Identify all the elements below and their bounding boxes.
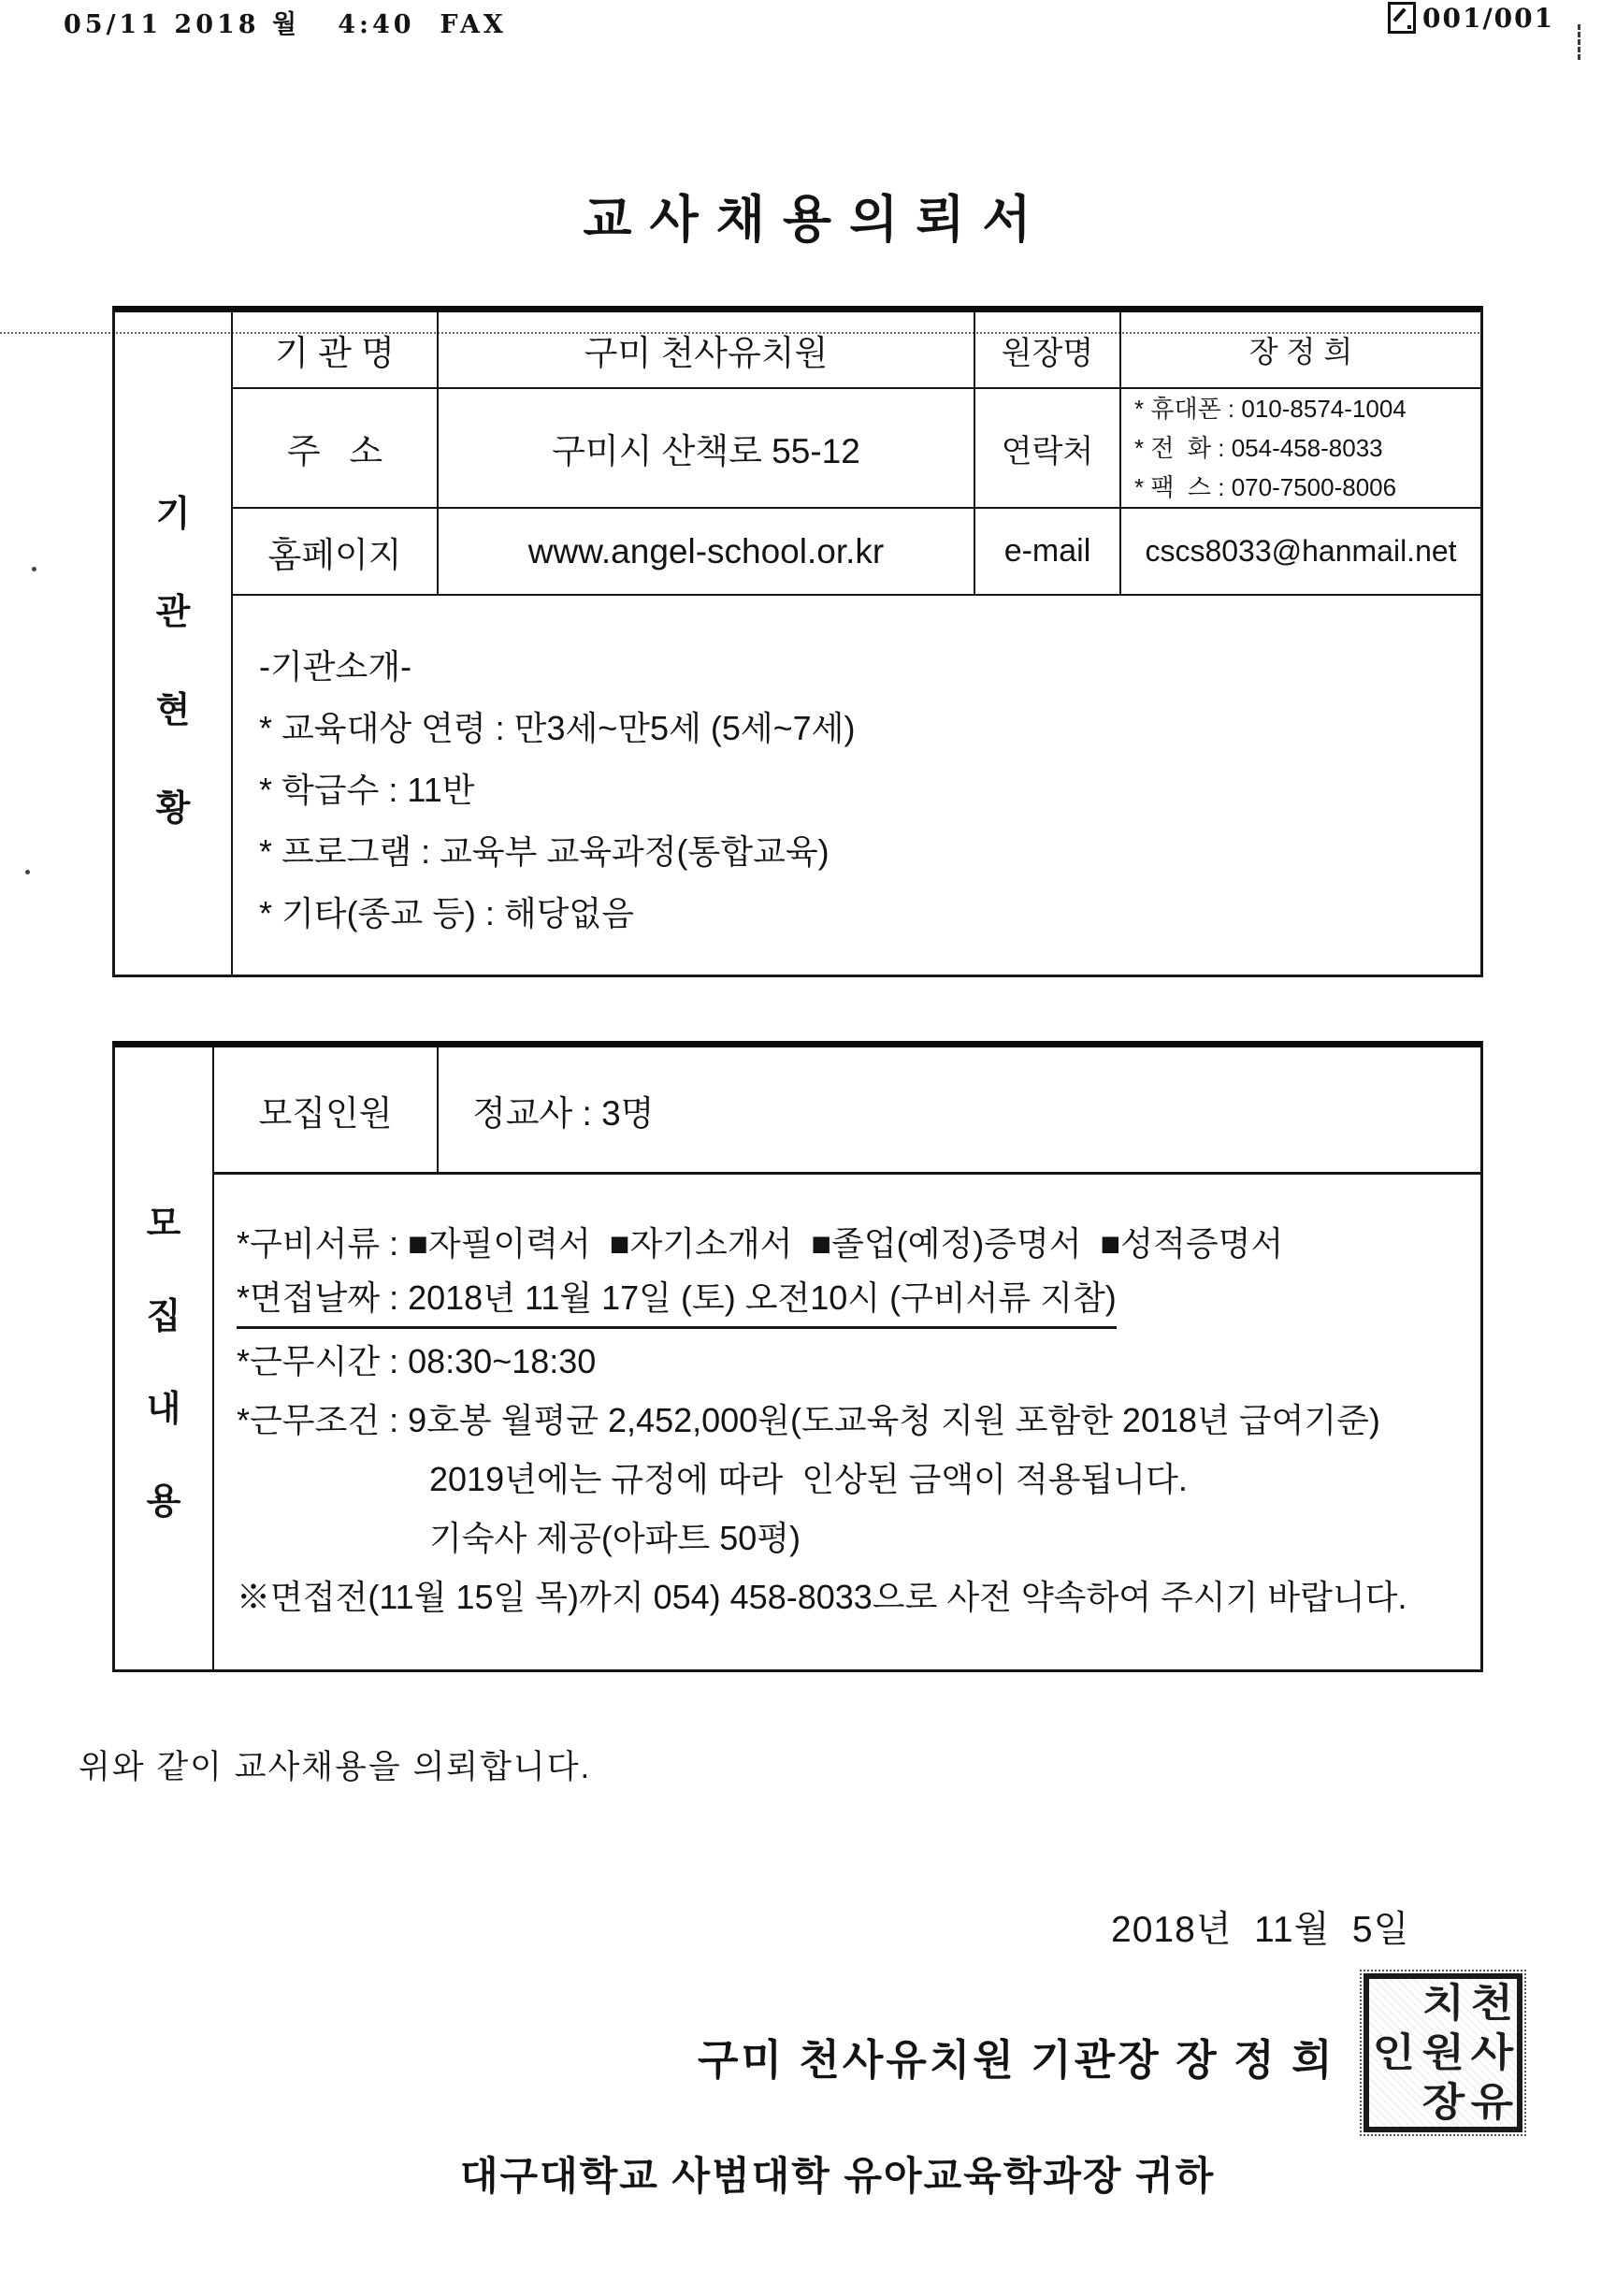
value-contact	[1121, 389, 1480, 507]
institution-intro-cell	[233, 596, 1480, 975]
detail-working-hours: *근무시간 : 08:30~18:30	[237, 1342, 597, 1380]
detail-dormitory: 기숙사 제공(아파트 50평)	[429, 1519, 801, 1557]
scan-speck	[32, 567, 36, 571]
closing-date: 2018년 11월 5일	[1111, 1910, 1410, 1950]
intro-class-count: * 학급수 : 11반	[259, 770, 475, 809]
label-headcount: 모집인원	[214, 1047, 439, 1172]
official-seal-stamp	[1364, 1973, 1522, 2132]
detail-interview-date: *면접날짜 : 2018년 11월 17일 (토) 오전10시 (구비서류 지참)	[237, 1271, 1480, 1330]
value-address: 구미시 산책로 55-12	[439, 389, 975, 507]
label-contact: 연락처	[975, 389, 1121, 507]
recipient-line: 대구대학교 사범대학 유아교육학과장 귀하	[460, 2154, 1216, 2198]
scan-speck	[25, 870, 30, 874]
value-homepage-url: www.angel-school.or.kr	[439, 509, 975, 594]
side-char: 집	[146, 1296, 181, 1336]
table-row-institution-name	[233, 312, 1480, 389]
detail-working-conditions: *근무조건 : 9호봉 월평균 2,452,000원(도교육청 지원 포함한 2018년 급여기준)	[237, 1401, 1380, 1439]
document-icon	[1388, 2, 1416, 34]
intro-heading: -기관소개-	[259, 646, 412, 686]
signature-line: 구미 천사유치원 기관장 장 정 희	[698, 2036, 1335, 2084]
detail-appointment-note: ※면접전(11월 15일 목)까지 054) 458-8033으로 사전 약속하여 주시기 바랍니다.	[237, 1578, 1407, 1616]
seal-char: 장	[1421, 2079, 1464, 2124]
seal-char: 원	[1421, 2029, 1464, 2074]
document-title: 교 사 채 용 의 뢰 서	[583, 192, 1033, 248]
recruitment-details-cell	[214, 1175, 1480, 1669]
side-char: 현	[155, 691, 191, 730]
institution-table	[112, 306, 1483, 977]
seal-char: 인	[1372, 2029, 1416, 2074]
side-char: 내	[146, 1389, 181, 1429]
value-email-address: cscs8033@hanmail.net	[1145, 534, 1457, 568]
closing-request-line: 위와 같이 교사채용을 의뢰합니다.	[79, 1749, 592, 1785]
label-email: e-mail	[975, 509, 1121, 594]
seal-char: 유	[1470, 2079, 1514, 2124]
label-director-name: 원장명	[975, 312, 1121, 387]
fax-page-counter	[1388, 2, 1554, 34]
side-char: 모	[146, 1204, 181, 1244]
label-institution-name: 기 관 명	[233, 312, 439, 387]
intro-program: * 프로그램 : 교육부 교육과정(통합교육)	[259, 831, 830, 871]
value-institution-name: 구미 천사유치원	[439, 312, 975, 387]
value-headcount: 정교사 : 3명	[472, 1093, 655, 1133]
institution-side-label	[115, 312, 233, 975]
detail-required-documents: *구비서류 : ■자필이력서 ■자기소개서 ■졸업(예정)증명서 ■성적증명서	[237, 1224, 1284, 1263]
seal-char: 사	[1470, 2029, 1514, 2074]
scan-artifact-dash	[1578, 24, 1580, 60]
contact-mobile: * 휴대폰 : 010-8574-1004	[1134, 395, 1407, 423]
seal-char: 천	[1470, 1981, 1514, 2026]
recruitment-side-label	[115, 1047, 214, 1669]
table-row-homepage	[233, 509, 1480, 596]
fax-page-count: 001/001	[1422, 2, 1555, 34]
recruitment-table	[112, 1041, 1483, 1672]
contact-phone: * 전 화 : 054-458-8033	[1134, 434, 1383, 462]
seal-char: 치	[1421, 1981, 1464, 2026]
label-homepage: 홈페이지	[233, 509, 439, 594]
value-director-name: 장 정 희	[1248, 335, 1353, 368]
label-address: 주 소	[233, 389, 439, 507]
intro-age-range: * 교육대상 연령 : 만3세~만5세 (5세~7세)	[259, 708, 856, 747]
contact-fax: * 팩 스 : 070-7500-8006	[1134, 473, 1397, 501]
side-char: 기	[155, 495, 191, 534]
fax-timestamp: 05/11 2018 월 4:40 FAX	[64, 10, 507, 39]
side-char: 용	[146, 1481, 181, 1522]
intro-other: * 기타(종교 등) : 해당없음	[259, 893, 634, 932]
side-char: 관	[155, 593, 191, 632]
table-row-headcount	[214, 1047, 1480, 1175]
table-row-address	[233, 389, 1480, 509]
side-char: 황	[155, 789, 191, 829]
detail-salary-note: 2019년에는 규정에 따라 인상된 금액이 적용됩니다.	[429, 1460, 1188, 1498]
